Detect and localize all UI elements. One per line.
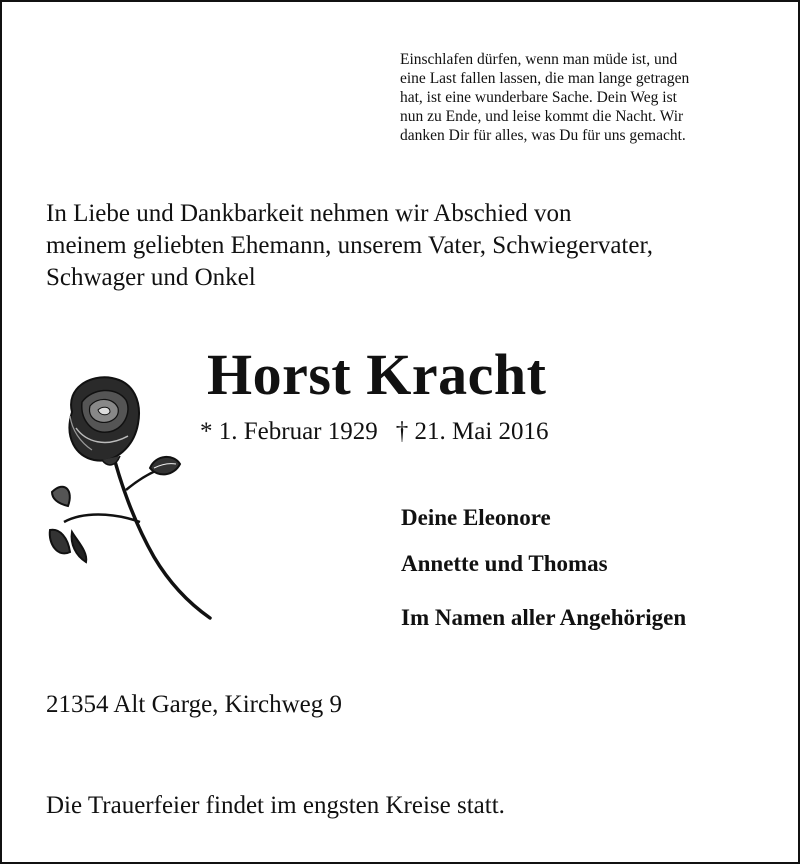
quote-line: Einschlafen dürfen, wenn man müde ist, und xyxy=(400,51,678,68)
mourner-line: Deine Eleonore xyxy=(401,505,551,530)
quote-block xyxy=(400,50,760,145)
intro-line: In Liebe und Dankbarkeit nehmen wir Abschied von xyxy=(46,200,572,227)
rose-icon xyxy=(42,372,222,627)
quote-line: nun zu Ende, und leise kommt die Nacht. Wir xyxy=(400,108,684,125)
address: 21354 Alt Garge, Kirchweg 9 xyxy=(46,691,343,718)
mourner-line: Im Namen aller Angehörigen xyxy=(401,605,687,630)
birth-date: * 1. Februar 1929 xyxy=(200,418,378,445)
deceased-name: Horst Kracht xyxy=(207,342,547,407)
service-note: Die Trauerfeier findet im engsten Kreise statt. xyxy=(46,792,505,819)
intro-line: meinem geliebten Ehemann, unserem Vater, Schwiegervater, xyxy=(46,232,654,259)
quote-line: hat, ist eine wunderbare Sache. Dein Weg ist xyxy=(400,89,677,106)
intro-text xyxy=(46,198,786,294)
quote-line: danken Dir für alles, was Du für uns gemacht. xyxy=(400,127,686,144)
intro-line: Schwager und Onkel xyxy=(46,264,256,291)
quote-line: eine Last fallen lassen, die man lange getragen xyxy=(400,70,690,87)
death-date: † 21. Mai 2016 xyxy=(395,418,549,445)
mourner-line: Annette und Thomas xyxy=(401,551,608,576)
life-dates xyxy=(200,416,549,448)
